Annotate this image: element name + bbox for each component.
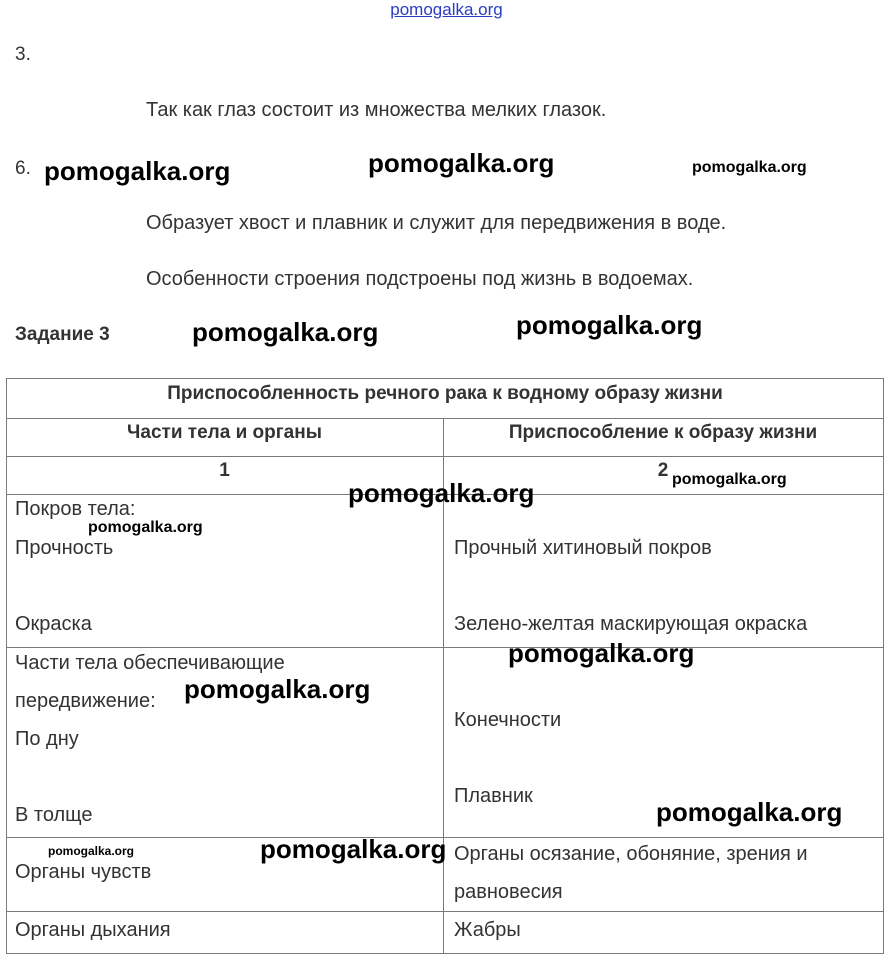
column-number-2: 2 [657,460,669,481]
item-6-answer-2: Особенности строения подстроены под жизнь в водоемах. [146,268,694,290]
table-cell: Окраска [15,613,92,635]
item-6-answer-1: Образует хвост и плавник и служит для передвижения в воде. [146,212,727,234]
watermark: pomogalka.org [508,638,695,668]
watermark: pomogalka.org [260,834,447,864]
table-cell: Плавник [454,785,533,807]
watermark: pomogalka.org [192,317,379,347]
item-3-answer: Так как глаз состоит из множества мелких глазок. [146,99,607,121]
table-border-bottom [6,953,884,954]
table-cell: Органы осязание, обоняние, зрения и [454,843,808,865]
table-cell: По дну [15,728,79,750]
column-number-1: 1 [219,460,230,481]
table-rule [6,647,884,648]
table-cell: Прочность [15,537,114,559]
table-cell: Органы дыхания [15,919,171,941]
table-title: Приспособленность речного рака к водному образу жизни [167,383,723,404]
watermark: pomogalka.org [48,844,135,858]
table-border-top [6,378,884,379]
watermark: pomogalka.org [184,674,371,704]
table-rule [6,456,884,457]
table-cell: Зелено-желтая маскирующая окраска [454,613,808,635]
watermark: pomogalka.org [656,797,843,827]
item-number-3: 3. [15,44,31,65]
site-link[interactable]: pomogalka.org [390,0,503,19]
watermark: pomogalka.org [516,310,703,340]
table-cell: равновесия [454,881,563,903]
watermark: pomogalka.org [692,159,807,176]
table-rule [6,418,884,419]
task-heading: Задание 3 [15,324,110,345]
watermark: pomogalka.org [88,519,203,536]
watermark: pomogalka.org [44,156,231,186]
table-rule [6,911,884,912]
watermark: pomogalka.org [672,471,787,488]
table-border-right [883,378,884,954]
table-cell: Конечности [454,709,562,731]
table-cell: Жабры [454,919,521,941]
watermark: pomogalka.org [348,478,535,508]
item-number-6: 6. [15,158,31,179]
table-cell: Прочный хитиновый покров [454,537,712,559]
watermark: pomogalka.org [368,148,555,178]
table-cell: передвижение: [15,690,156,712]
table-cell: Покров тела: [15,498,136,520]
table-cell: Части тела обеспечивающие [15,652,285,674]
column-header-body-parts: Части тела и органы [127,422,322,443]
column-header-adaptation: Приспособление к образу жизни [508,422,818,443]
table-cell: В толще [15,804,93,826]
table-cell: Органы чувств [15,861,152,883]
